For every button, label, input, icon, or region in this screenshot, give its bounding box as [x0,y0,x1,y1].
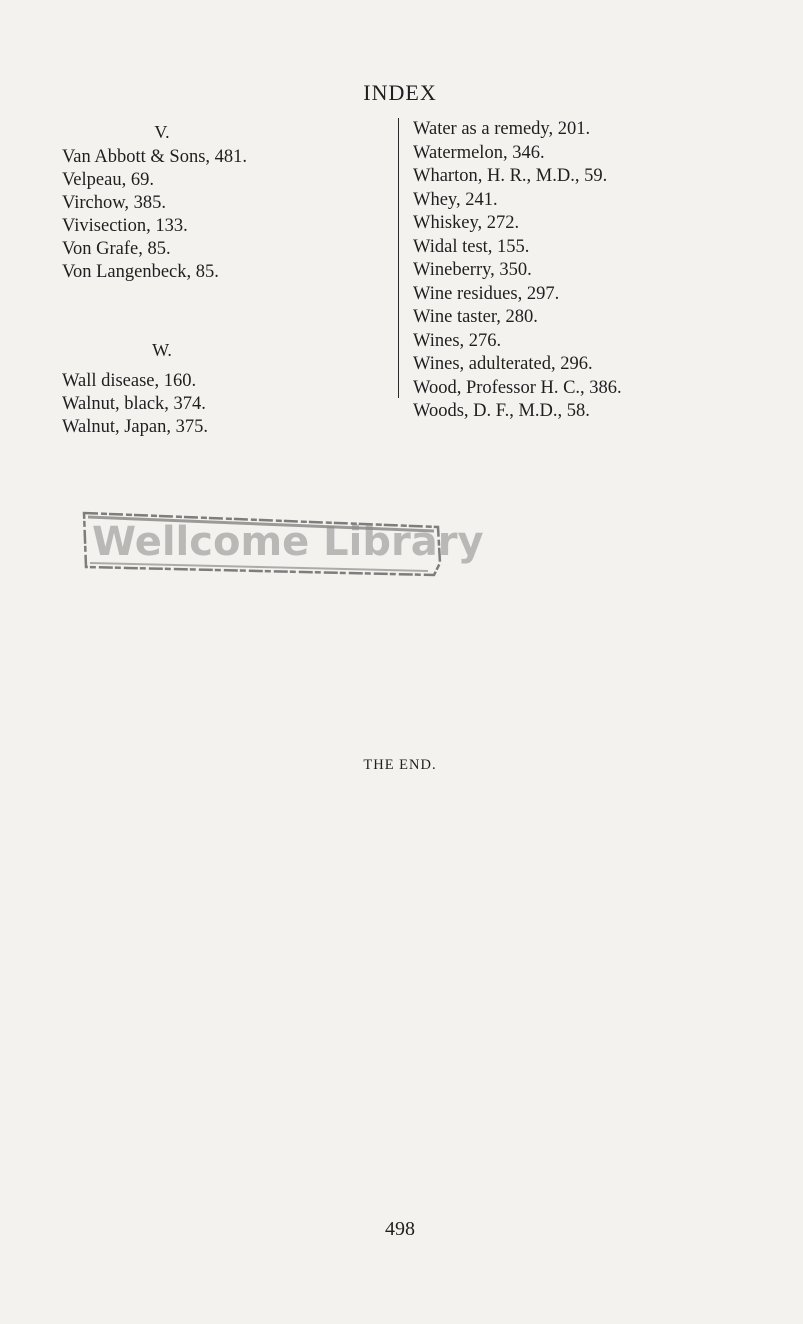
index-entry: Water as a remedy, 201. [413,119,591,139]
index-entry: Wharton, H. R., M.D., 59. [413,166,608,186]
index-entry: Whey, 241. [413,189,498,210]
index-entry: Von Grafe, 85. [62,239,171,259]
section-heading-w: W. [152,340,172,360]
index-entry: Woods, D. F., M.D., 58. [413,401,590,421]
index-entry: Widal test, 155. [413,236,530,257]
right-column [398,118,803,421]
index-entry: Wines, 276. [413,330,502,351]
index-entry: Von Langenbeck, 85. [62,262,219,282]
section-heading-v: V. [154,122,170,142]
index-entry: Wine residues, 297. [413,283,560,304]
library-stamp [78,503,484,577]
page-title: INDEX [363,80,437,105]
page-number: 498 [385,1218,415,1240]
index-entry: Wine taster, 280. [413,307,538,327]
end-mark: THE END. [363,757,437,773]
index-entry: Wall disease, 160. [62,371,197,391]
index-entry: Van Abbott & Sons, 481. [62,147,248,167]
index-entry: Vivisection, 133. [62,216,188,236]
stamp-text: Wellcome Library [92,519,484,565]
index-entry: Wineberry, 350. [413,260,532,280]
left-column [62,118,382,439]
index-entry: Watermelon, 346. [413,142,545,163]
index-entry: Walnut, black, 374. [62,394,206,414]
library-stamp-graphic [78,503,484,577]
index-entry: Virchow, 385. [62,193,167,213]
index-entry: Whiskey, 272. [413,213,520,233]
index-entry: Wines, adulterated, 296. [413,354,593,374]
index-entry: Walnut, Japan, 375. [62,417,208,437]
index-entry: Wood, Professor H. C., 386. [413,377,622,398]
index-entry: Velpeau, 69. [62,170,154,190]
